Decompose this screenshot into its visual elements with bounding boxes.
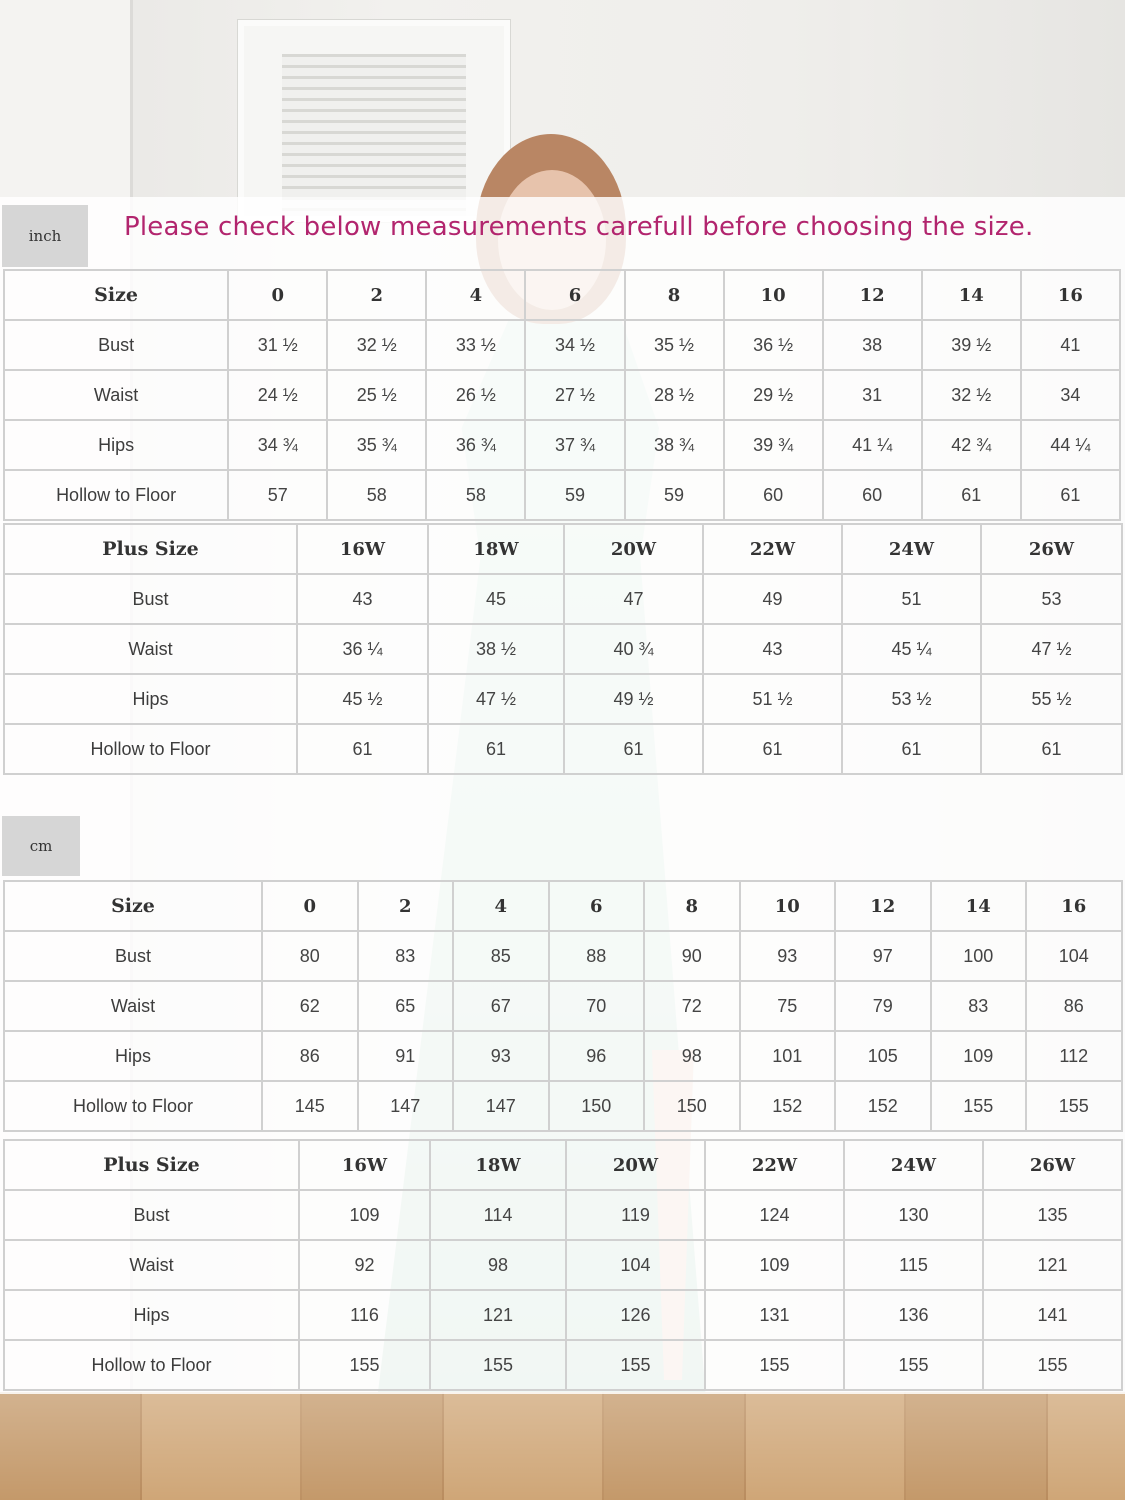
measurement-value: 47 ½ bbox=[428, 674, 564, 724]
measurement-row bbox=[4, 674, 1122, 724]
measurement-value: 135 bbox=[983, 1190, 1122, 1240]
measurement-value: 49 bbox=[703, 574, 842, 624]
inch-plus-size-table bbox=[3, 523, 1123, 775]
size-header-cell: 8 bbox=[625, 270, 724, 320]
size-header-cell: 26W bbox=[983, 1140, 1122, 1190]
measurement-value: 83 bbox=[358, 931, 454, 981]
measurement-value: 91 bbox=[358, 1031, 454, 1081]
measurement-value: 39 ½ bbox=[922, 320, 1021, 370]
measurement-label: Hollow to Floor bbox=[4, 470, 228, 520]
measurement-label: Bust bbox=[4, 574, 297, 624]
measurement-value: 121 bbox=[430, 1290, 566, 1340]
size-header-cell: 16W bbox=[299, 1140, 430, 1190]
measurement-value: 150 bbox=[644, 1081, 740, 1131]
measurement-label: Hollow to Floor bbox=[4, 724, 297, 774]
size-header-cell: 2 bbox=[327, 270, 426, 320]
measurement-label: Hips bbox=[4, 1031, 262, 1081]
measurement-value: 61 bbox=[922, 470, 1021, 520]
measurement-row bbox=[4, 1240, 1122, 1290]
measurement-value: 67 bbox=[453, 981, 549, 1031]
measurement-value: 96 bbox=[549, 1031, 645, 1081]
measurement-value: 112 bbox=[1026, 1031, 1122, 1081]
size-header-cell: 26W bbox=[981, 524, 1122, 574]
measurement-value: 40 ¾ bbox=[564, 624, 703, 674]
measurement-value: 105 bbox=[835, 1031, 931, 1081]
measurement-label: Hips bbox=[4, 674, 297, 724]
measurement-value: 24 ½ bbox=[228, 370, 327, 420]
measurement-value: 45 ½ bbox=[297, 674, 428, 724]
size-header-cell: 22W bbox=[705, 1140, 844, 1190]
header-label: Size bbox=[4, 881, 262, 931]
measurement-row bbox=[4, 1190, 1122, 1240]
size-header-cell: 14 bbox=[922, 270, 1021, 320]
measurement-label: Hips bbox=[4, 1290, 299, 1340]
measurement-value: 41 bbox=[1021, 320, 1120, 370]
measurement-value: 58 bbox=[327, 470, 426, 520]
measurement-value: 61 bbox=[981, 724, 1122, 774]
measurement-value: 93 bbox=[453, 1031, 549, 1081]
measurement-row bbox=[4, 370, 1120, 420]
size-header-cell: 16 bbox=[1021, 270, 1120, 320]
measurement-value: 97 bbox=[835, 931, 931, 981]
measurement-label: Waist bbox=[4, 1240, 299, 1290]
measurement-value: 85 bbox=[453, 931, 549, 981]
measurement-value: 58 bbox=[426, 470, 525, 520]
measurement-value: 70 bbox=[549, 981, 645, 1031]
measurement-value: 65 bbox=[358, 981, 454, 1031]
measurement-value: 29 ½ bbox=[724, 370, 823, 420]
size-header-cell: 6 bbox=[525, 270, 624, 320]
measurement-value: 27 ½ bbox=[525, 370, 624, 420]
measurement-value: 147 bbox=[358, 1081, 454, 1131]
measurement-value: 61 bbox=[297, 724, 428, 774]
window-shutter bbox=[238, 20, 510, 222]
measurement-value: 152 bbox=[835, 1081, 931, 1131]
measurement-row bbox=[4, 1081, 1122, 1131]
measurement-value: 61 bbox=[842, 724, 981, 774]
measurement-value: 121 bbox=[983, 1240, 1122, 1290]
measurement-value: 86 bbox=[262, 1031, 358, 1081]
size-header-cell: 24W bbox=[844, 1140, 983, 1190]
measurement-value: 104 bbox=[1026, 931, 1122, 981]
size-header-cell: 4 bbox=[426, 270, 525, 320]
measurement-value: 35 ¾ bbox=[327, 420, 426, 470]
measurement-value: 72 bbox=[644, 981, 740, 1031]
size-header-cell: 12 bbox=[835, 881, 931, 931]
measurement-value: 62 bbox=[262, 981, 358, 1031]
size-header-cell: 16 bbox=[1026, 881, 1122, 931]
size-header-cell: 4 bbox=[453, 881, 549, 931]
measurement-value: 147 bbox=[453, 1081, 549, 1131]
cm-standard-size-table bbox=[3, 880, 1123, 1132]
measurement-value: 47 bbox=[564, 574, 703, 624]
measurement-value: 25 ½ bbox=[327, 370, 426, 420]
unit-label-cm: cm bbox=[2, 816, 80, 876]
size-header-cell: 10 bbox=[724, 270, 823, 320]
measurement-label: Waist bbox=[4, 981, 262, 1031]
measurement-value: 155 bbox=[705, 1340, 844, 1390]
measurement-value: 104 bbox=[566, 1240, 705, 1290]
measurement-value: 41 ¼ bbox=[823, 420, 922, 470]
measurement-value: 42 ¾ bbox=[922, 420, 1021, 470]
measurement-value: 61 bbox=[703, 724, 842, 774]
measurement-value: 80 bbox=[262, 931, 358, 981]
measurement-label: Bust bbox=[4, 320, 228, 370]
measurement-row bbox=[4, 574, 1122, 624]
measurement-value: 155 bbox=[983, 1340, 1122, 1390]
measurement-value: 152 bbox=[740, 1081, 836, 1131]
measurement-value: 126 bbox=[566, 1290, 705, 1340]
measurement-value: 61 bbox=[1021, 470, 1120, 520]
measurement-value: 32 ½ bbox=[922, 370, 1021, 420]
size-header-cell: 12 bbox=[823, 270, 922, 320]
header-label: Plus Size bbox=[4, 524, 297, 574]
measurement-value: 36 ½ bbox=[724, 320, 823, 370]
measurement-value: 130 bbox=[844, 1190, 983, 1240]
size-header-cell: 0 bbox=[262, 881, 358, 931]
measurement-row bbox=[4, 470, 1120, 520]
measurement-value: 90 bbox=[644, 931, 740, 981]
measurement-value: 33 ½ bbox=[426, 320, 525, 370]
unit-label-inch: inch bbox=[2, 205, 88, 267]
measurement-value: 59 bbox=[625, 470, 724, 520]
measurement-row bbox=[4, 1031, 1122, 1081]
size-header-cell: 18W bbox=[430, 1140, 566, 1190]
measurement-value: 38 bbox=[823, 320, 922, 370]
size-header-cell: 24W bbox=[842, 524, 981, 574]
measurement-value: 141 bbox=[983, 1290, 1122, 1340]
measurement-value: 155 bbox=[430, 1340, 566, 1390]
measurement-value: 34 ½ bbox=[525, 320, 624, 370]
measurement-value: 79 bbox=[835, 981, 931, 1031]
measurement-value: 155 bbox=[566, 1340, 705, 1390]
measurement-value: 145 bbox=[262, 1081, 358, 1131]
measurement-value: 47 ½ bbox=[981, 624, 1122, 674]
measurement-value: 34 ¾ bbox=[228, 420, 327, 470]
measurement-value: 114 bbox=[430, 1190, 566, 1240]
measurement-value: 43 bbox=[297, 574, 428, 624]
size-header-row bbox=[4, 1140, 1122, 1190]
measurement-label: Hollow to Floor bbox=[4, 1340, 299, 1390]
measurement-value: 100 bbox=[931, 931, 1027, 981]
measurement-value: 109 bbox=[931, 1031, 1027, 1081]
page-title: Please check below measurements carefull before choosing the size. bbox=[124, 212, 1034, 242]
measurement-value: 101 bbox=[740, 1031, 836, 1081]
measurement-row bbox=[4, 724, 1122, 774]
size-header-cell: 18W bbox=[428, 524, 564, 574]
measurement-value: 155 bbox=[1026, 1081, 1122, 1131]
measurement-value: 53 bbox=[981, 574, 1122, 624]
measurement-value: 26 ½ bbox=[426, 370, 525, 420]
measurement-row bbox=[4, 624, 1122, 674]
measurement-value: 43 bbox=[703, 624, 842, 674]
measurement-label: Hips bbox=[4, 420, 228, 470]
measurement-label: Waist bbox=[4, 624, 297, 674]
measurement-value: 98 bbox=[644, 1031, 740, 1081]
inch-standard-size-table bbox=[3, 269, 1121, 521]
measurement-value: 109 bbox=[299, 1190, 430, 1240]
size-header-cell: 16W bbox=[297, 524, 428, 574]
measurement-row bbox=[4, 931, 1122, 981]
measurement-value: 60 bbox=[823, 470, 922, 520]
measurement-value: 28 ½ bbox=[625, 370, 724, 420]
size-header-row bbox=[4, 270, 1120, 320]
size-header-cell: 0 bbox=[228, 270, 327, 320]
measurement-value: 93 bbox=[740, 931, 836, 981]
measurement-value: 55 ½ bbox=[981, 674, 1122, 724]
measurement-row bbox=[4, 981, 1122, 1031]
measurement-value: 86 bbox=[1026, 981, 1122, 1031]
measurement-value: 45 bbox=[428, 574, 564, 624]
header-label: Size bbox=[4, 270, 228, 320]
measurement-value: 83 bbox=[931, 981, 1027, 1031]
measurement-value: 37 ¾ bbox=[525, 420, 624, 470]
measurement-value: 36 ¼ bbox=[297, 624, 428, 674]
measurement-value: 57 bbox=[228, 470, 327, 520]
measurement-row bbox=[4, 1290, 1122, 1340]
measurement-value: 51 bbox=[842, 574, 981, 624]
size-header-row bbox=[4, 881, 1122, 931]
size-header-cell: 22W bbox=[703, 524, 842, 574]
measurement-value: 131 bbox=[705, 1290, 844, 1340]
measurement-label: Waist bbox=[4, 370, 228, 420]
header-label: Plus Size bbox=[4, 1140, 299, 1190]
measurement-value: 119 bbox=[566, 1190, 705, 1240]
size-header-cell: 14 bbox=[931, 881, 1027, 931]
measurement-value: 39 ¾ bbox=[724, 420, 823, 470]
measurement-value: 59 bbox=[525, 470, 624, 520]
measurement-label: Hollow to Floor bbox=[4, 1081, 262, 1131]
measurement-value: 31 bbox=[823, 370, 922, 420]
measurement-value: 34 bbox=[1021, 370, 1120, 420]
measurement-value: 98 bbox=[430, 1240, 566, 1290]
measurement-row bbox=[4, 1340, 1122, 1390]
measurement-value: 51 ½ bbox=[703, 674, 842, 724]
measurement-value: 109 bbox=[705, 1240, 844, 1290]
measurement-value: 38 ¾ bbox=[625, 420, 724, 470]
measurement-value: 36 ¾ bbox=[426, 420, 525, 470]
measurement-label: Bust bbox=[4, 1190, 299, 1240]
measurement-value: 124 bbox=[705, 1190, 844, 1240]
measurement-value: 155 bbox=[299, 1340, 430, 1390]
cm-plus-size-table bbox=[3, 1139, 1123, 1391]
measurement-value: 35 ½ bbox=[625, 320, 724, 370]
measurement-value: 75 bbox=[740, 981, 836, 1031]
measurement-value: 49 ½ bbox=[564, 674, 703, 724]
measurement-value: 60 bbox=[724, 470, 823, 520]
measurement-label: Bust bbox=[4, 931, 262, 981]
measurement-value: 31 ½ bbox=[228, 320, 327, 370]
measurement-value: 155 bbox=[931, 1081, 1027, 1131]
measurement-value: 88 bbox=[549, 931, 645, 981]
size-header-cell: 10 bbox=[740, 881, 836, 931]
measurement-value: 45 ¼ bbox=[842, 624, 981, 674]
size-header-row bbox=[4, 524, 1122, 574]
size-header-cell: 8 bbox=[644, 881, 740, 931]
measurement-value: 61 bbox=[428, 724, 564, 774]
measurement-value: 53 ½ bbox=[842, 674, 981, 724]
measurement-value: 150 bbox=[549, 1081, 645, 1131]
size-header-cell: 6 bbox=[549, 881, 645, 931]
measurement-value: 32 ½ bbox=[327, 320, 426, 370]
measurement-value: 115 bbox=[844, 1240, 983, 1290]
measurement-value: 116 bbox=[299, 1290, 430, 1340]
measurement-row bbox=[4, 420, 1120, 470]
measurement-value: 155 bbox=[844, 1340, 983, 1390]
size-header-cell: 2 bbox=[358, 881, 454, 931]
measurement-row bbox=[4, 320, 1120, 370]
measurement-value: 38 ½ bbox=[428, 624, 564, 674]
measurement-value: 136 bbox=[844, 1290, 983, 1340]
measurement-value: 92 bbox=[299, 1240, 430, 1290]
measurement-value: 44 ¼ bbox=[1021, 420, 1120, 470]
size-header-cell: 20W bbox=[564, 524, 703, 574]
measurement-value: 61 bbox=[564, 724, 703, 774]
size-header-cell: 20W bbox=[566, 1140, 705, 1190]
wooden-floor bbox=[0, 1392, 1125, 1500]
